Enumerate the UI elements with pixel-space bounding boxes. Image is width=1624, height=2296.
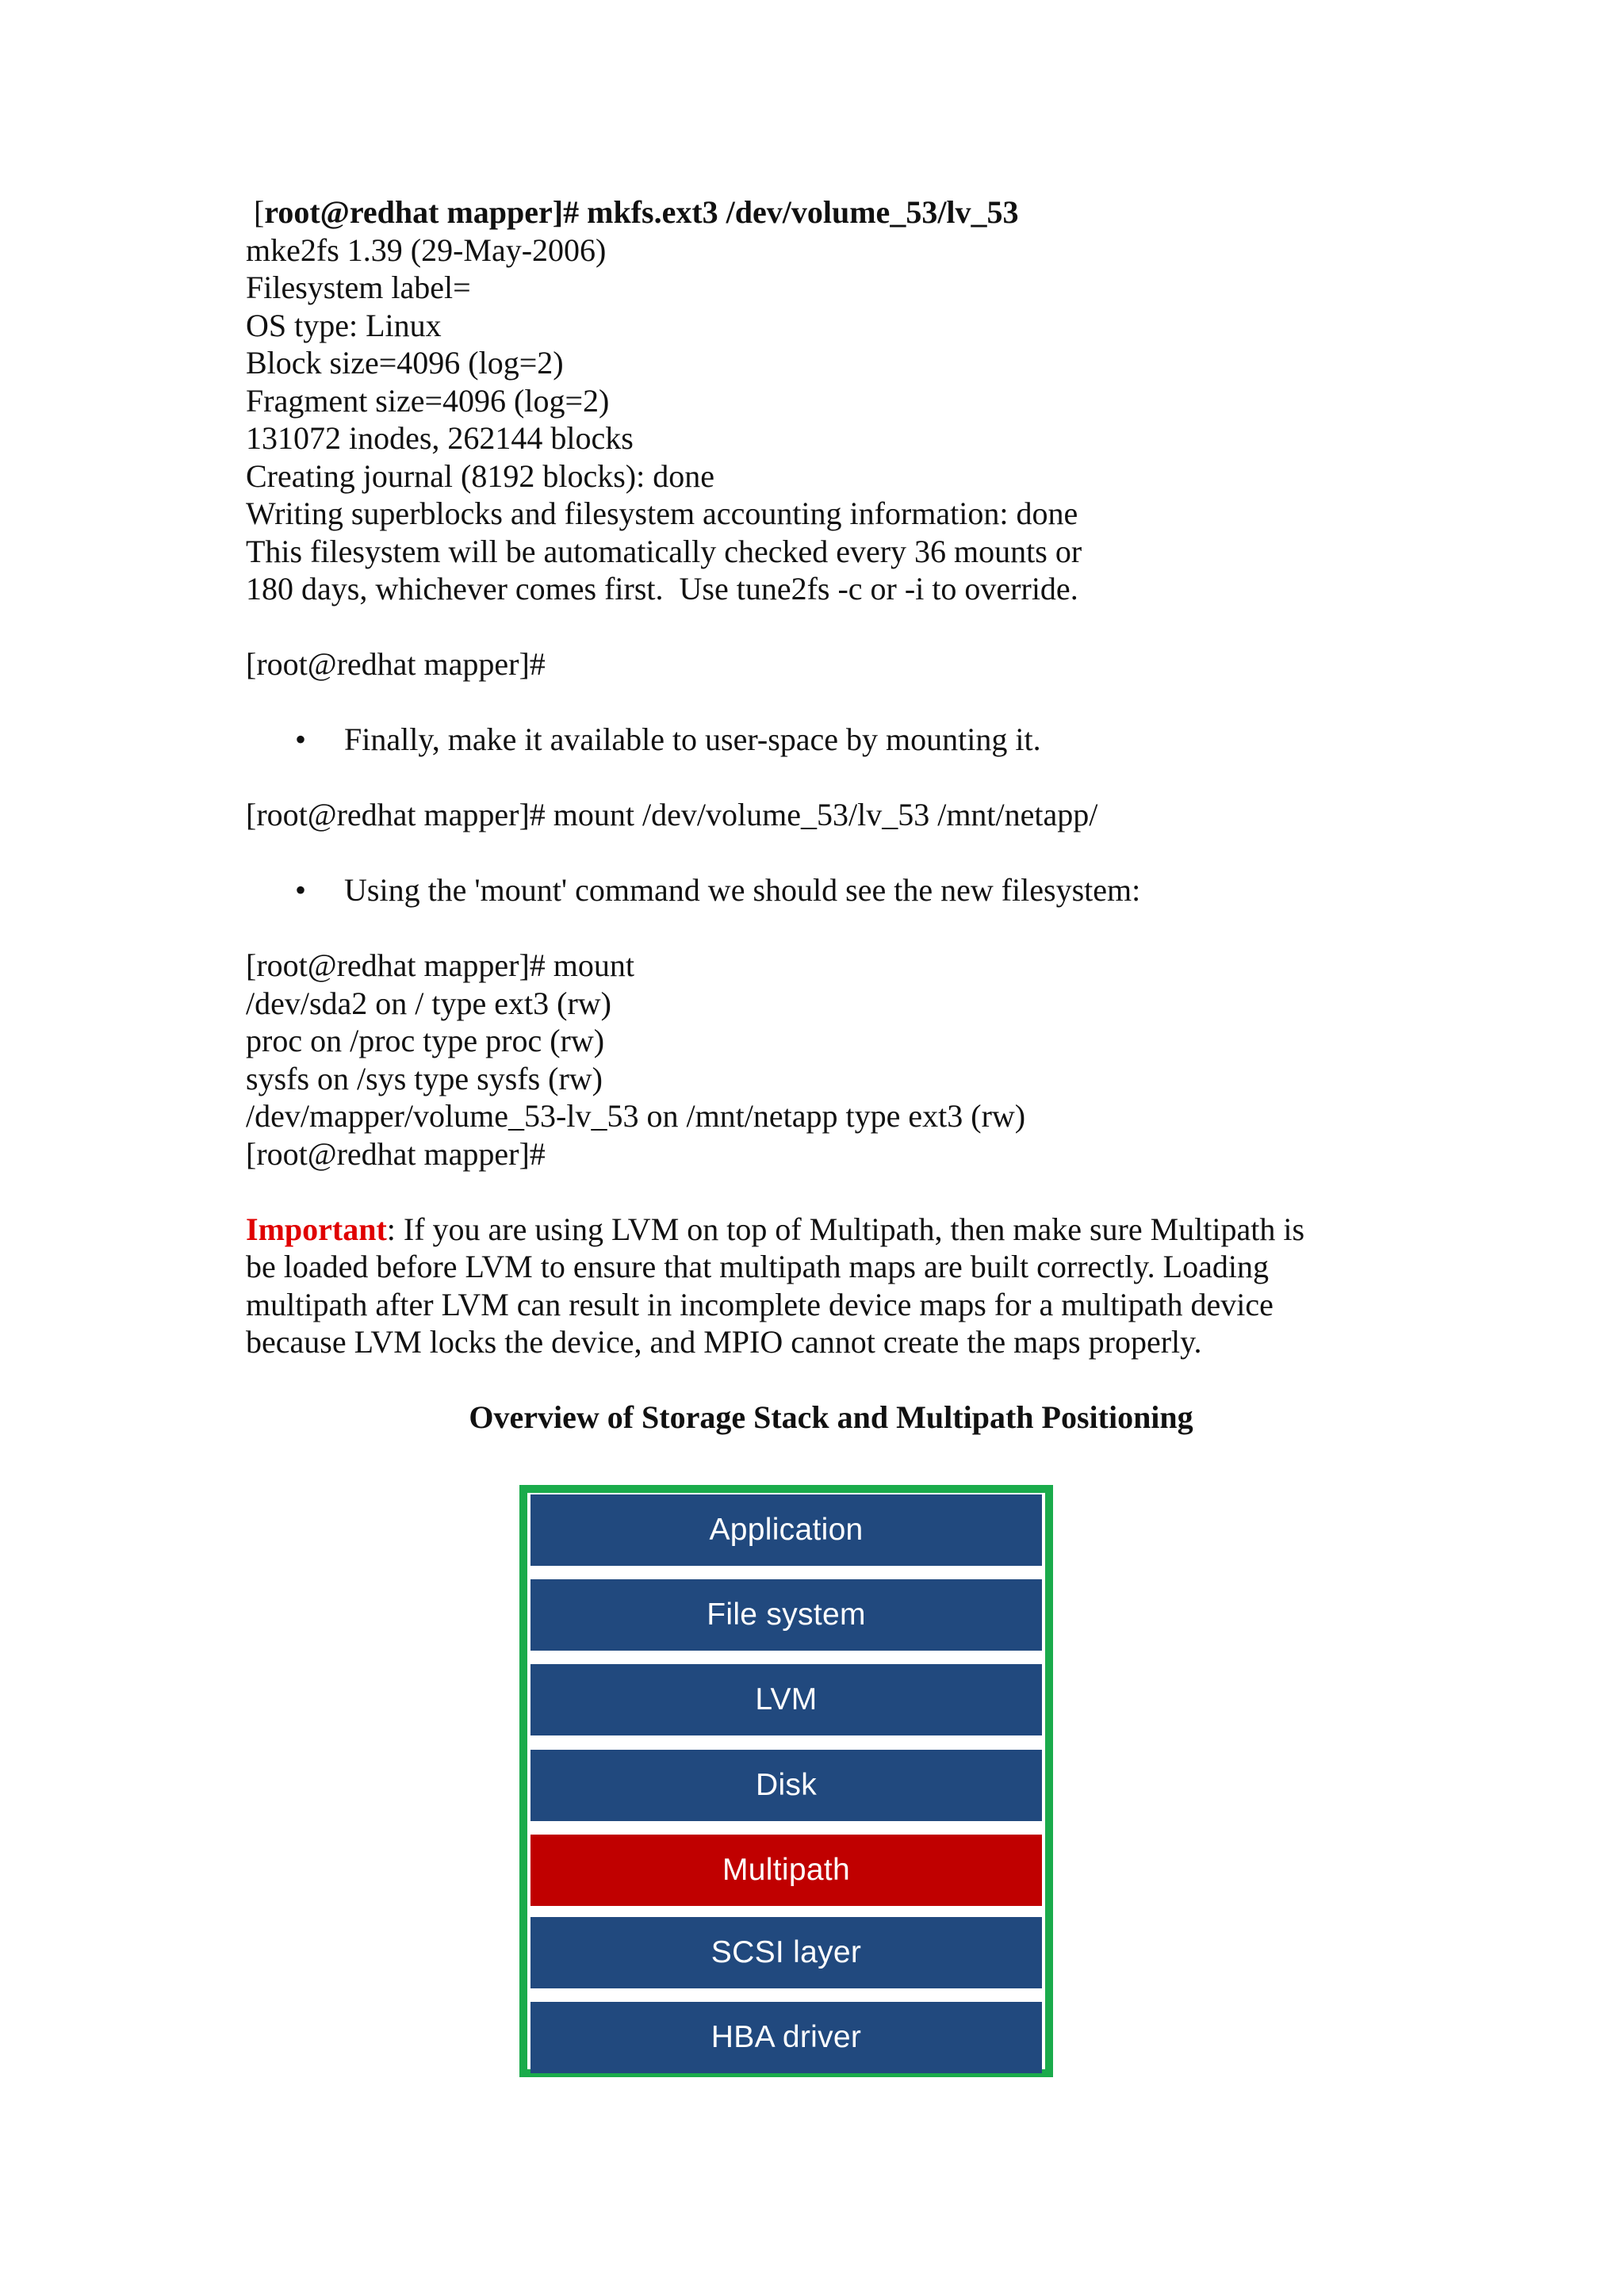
bullet-icon: • <box>295 721 307 757</box>
output-line: Fragment size=4096 (log=2) <box>246 382 610 419</box>
output-line: Creating journal (8192 blocks): done <box>246 457 714 494</box>
output-line: Writing superblocks and filesystem accounting information: done <box>246 496 1078 531</box>
prompt-bracket: [ <box>246 194 265 230</box>
important-text: multipath after LVM can result in incomplete device maps for a multipath device <box>246 1286 1274 1322</box>
output-line: Filesystem label= <box>246 270 471 305</box>
bullet-icon: • <box>295 872 307 908</box>
important-text: be loaded before LVM to ensure that multipath maps are built correctly. Loading <box>246 1249 1269 1284</box>
document-body <box>246 193 1419 1437</box>
stack-layer-lvm: LVM <box>530 1664 1042 1735</box>
output-line: This filesystem will be automatically checked every 36 mounts or <box>246 533 1082 569</box>
mount-output-line: proc on /proc type proc (rw) <box>246 1023 605 1058</box>
prompt-line: [root@redhat mapper]# <box>246 646 546 682</box>
mount-output-line: sysfs on /sys type sysfs (rw) <box>246 1060 603 1096</box>
stack-layer-application: Application <box>530 1494 1042 1566</box>
output-line: OS type: Linux <box>246 307 442 343</box>
important-label: Important <box>246 1211 387 1247</box>
stack-layer-disk: Disk <box>530 1750 1042 1821</box>
bullet-text: Using the 'mount' command we should see the new filesystem: <box>344 872 1141 908</box>
important-note <box>246 1211 1419 1361</box>
mount-output-line: /dev/sda2 on / type ext3 (rw) <box>246 985 611 1021</box>
important-text: because LVM locks the device, and MPIO cannot create the maps properly. <box>246 1324 1202 1360</box>
stack-layer-multipath: Multipath <box>530 1835 1042 1906</box>
stack-layer-file-system: File system <box>530 1579 1042 1651</box>
bullet-text: Finally, make it available to user-space by mounting it. <box>344 721 1041 757</box>
figure-caption: Overview of Storage Stack and Multipath Positioning <box>469 1399 1193 1435</box>
output-line: 180 days, whichever comes first. Use tune2fs -c or -i to override. <box>246 571 1078 607</box>
stack-layer-scsi: SCSI layer <box>530 1917 1042 1988</box>
output-line: 131072 inodes, 262144 blocks <box>246 420 634 456</box>
important-text: : If you are using LVM on top of Multipath, then make sure Multipath is <box>386 1211 1305 1247</box>
mount-output-line: /dev/mapper/volume_53-lv_53 on /mnt/netapp type ext3 (rw) <box>246 1098 1026 1134</box>
storage-stack-diagram <box>519 1485 1053 2077</box>
mount-command-line: [root@redhat mapper]# mount /dev/volume_53/lv_53 /mnt/netapp/ <box>246 797 1098 832</box>
stack-layer-hba-driver: HBA driver <box>530 2002 1042 2073</box>
mount-output-line: [root@redhat mapper]# <box>246 1135 546 1172</box>
mount-output-line: [root@redhat mapper]# mount <box>246 947 635 983</box>
output-line: Block size=4096 (log=2) <box>246 345 564 381</box>
mkfs-command-line <box>246 193 1419 232</box>
output-line: mke2fs 1.39 (29-May-2006) <box>246 232 607 268</box>
bullet-item-verify <box>246 871 1419 909</box>
mkfs-command: root@redhat mapper]# mkfs.ext3 /dev/volume_53/lv_53 <box>264 194 1019 230</box>
bullet-item-mount <box>246 721 1419 759</box>
